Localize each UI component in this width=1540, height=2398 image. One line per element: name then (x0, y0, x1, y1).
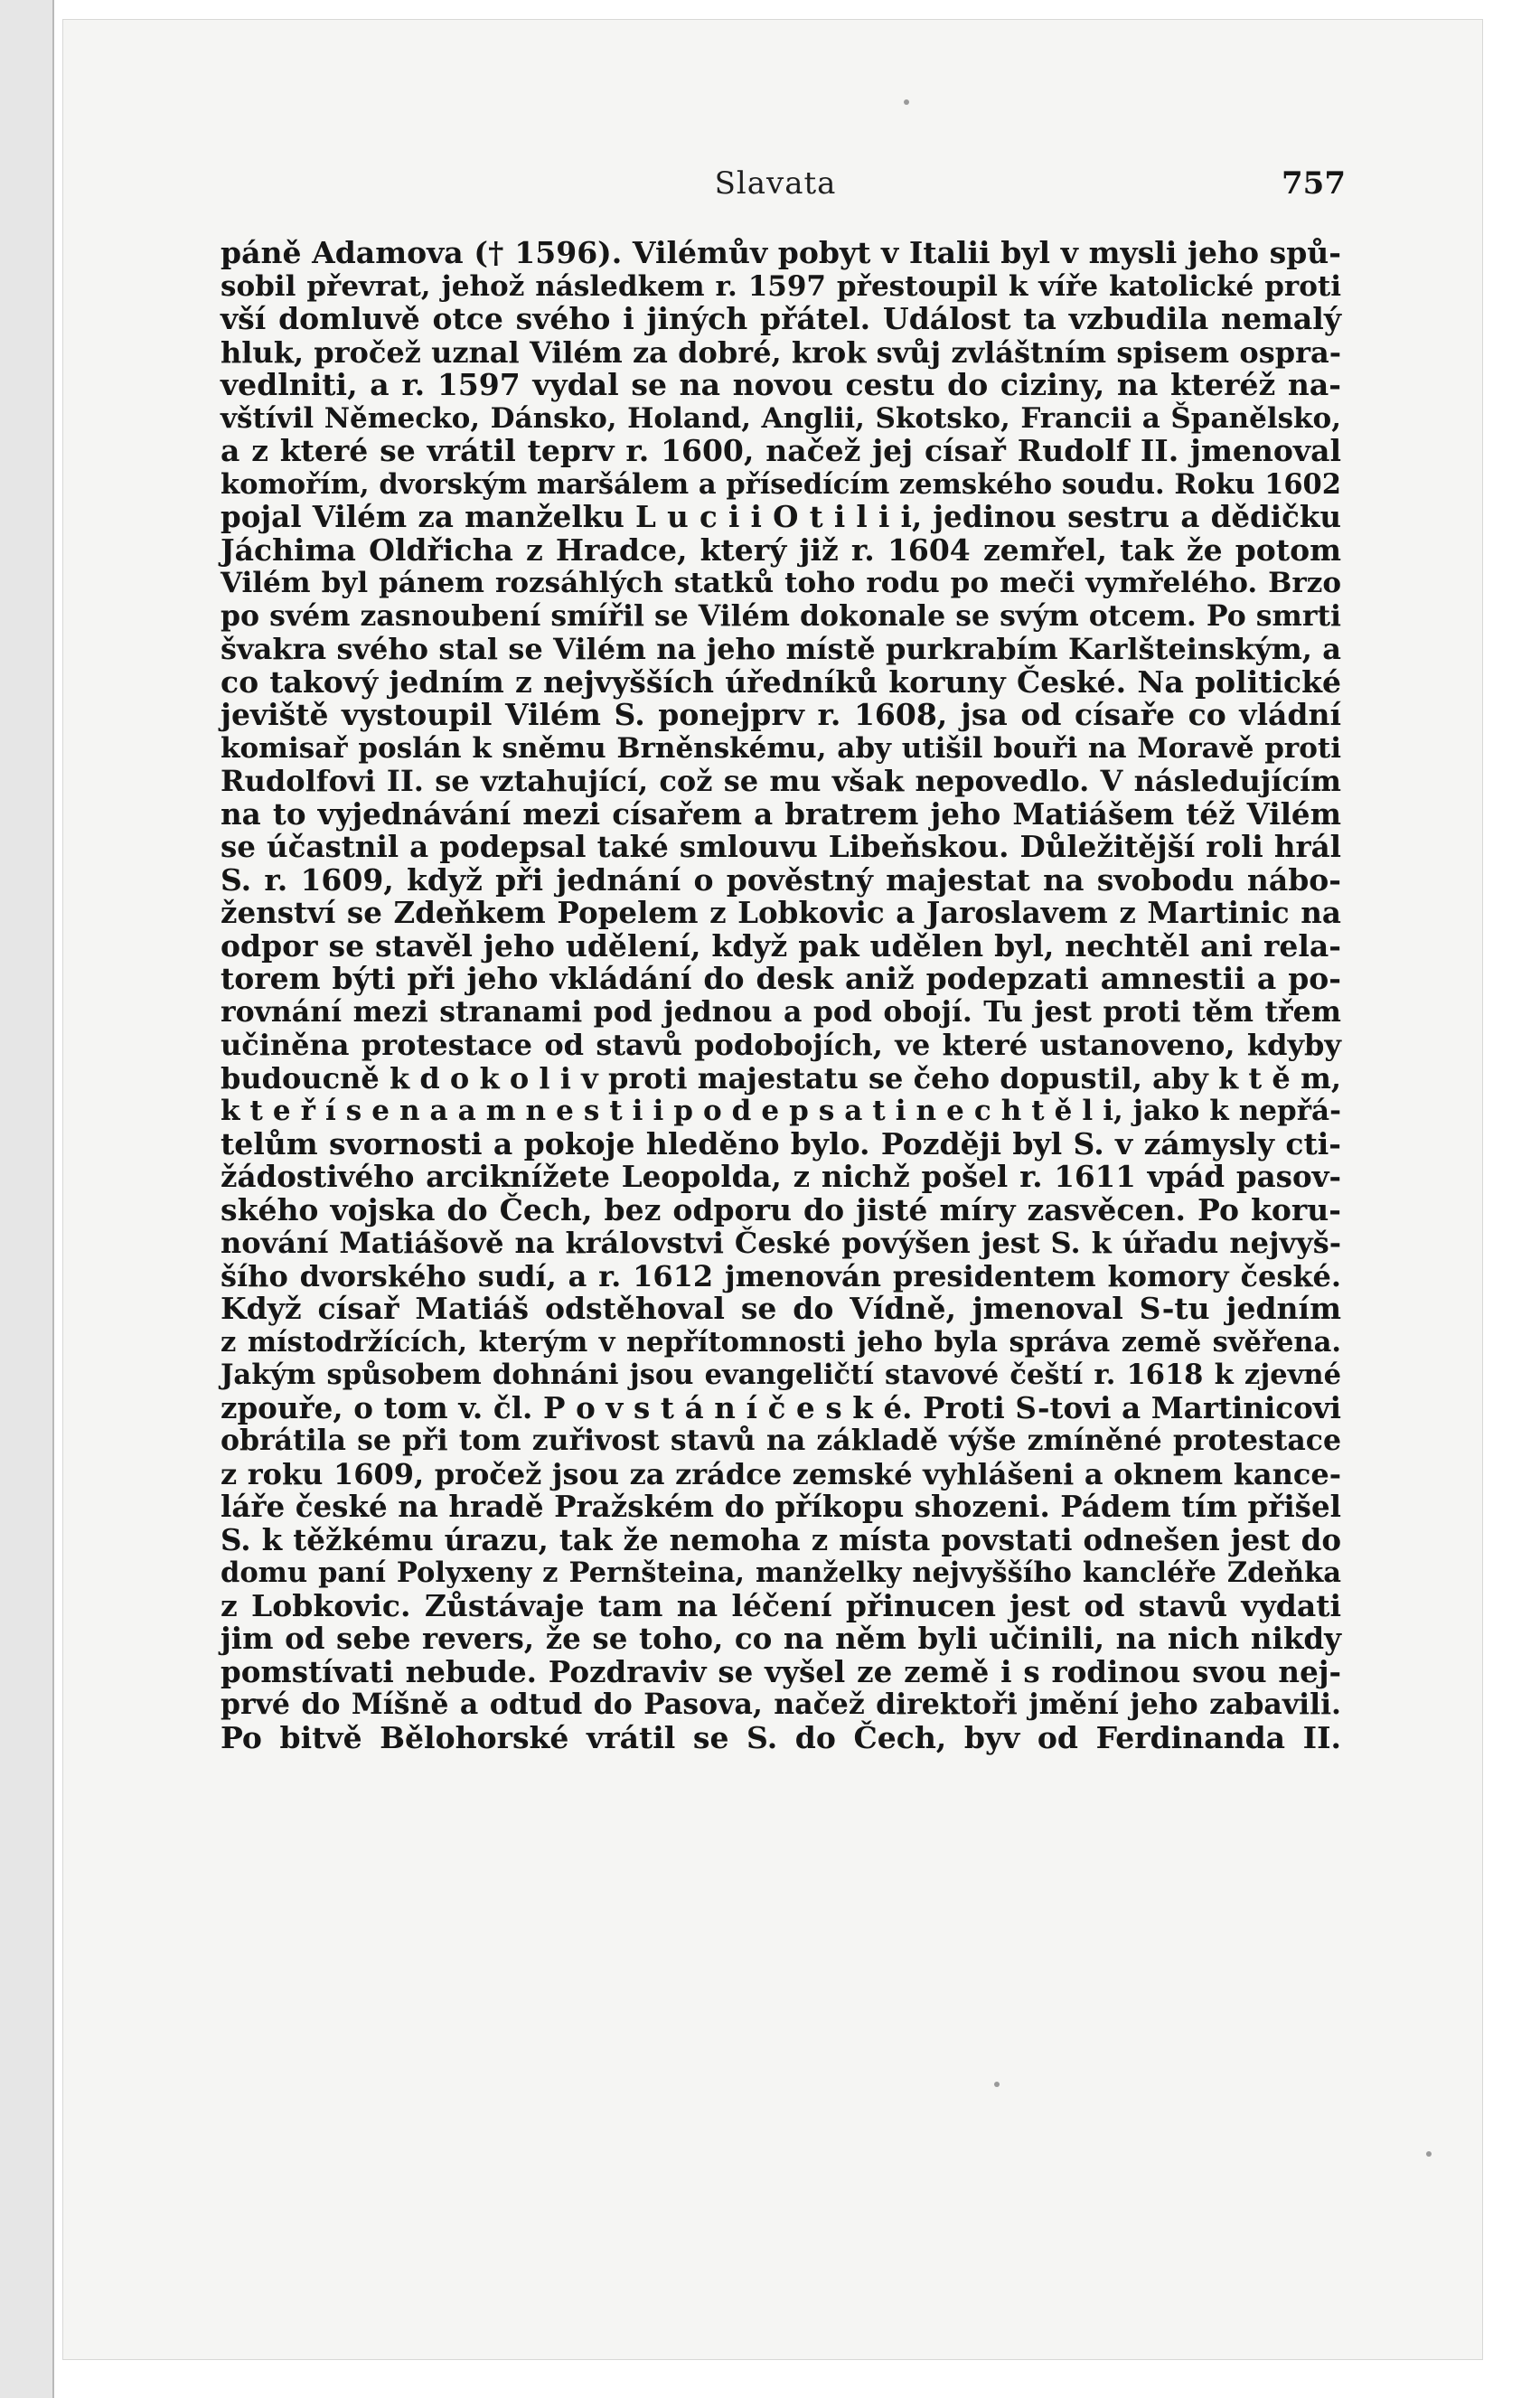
text-line: co takový jedním z nejvyšších úředníků koruny České. Na politické (221, 663, 1341, 700)
text-line: S. r. 1609, když při jednání o pověstný majestat na svobodu nábo- (221, 861, 1341, 898)
text-line: Vilém byl pánem rozsáhlých statků toho rodu po meči vymřelého. Brzo (221, 567, 1341, 599)
text-line: po svém zasnoubení smířil se Vilém dokonale se svým otcem. Po smrti (221, 598, 1341, 633)
text-line: Jakým spůsobem dohnáni jsou evangeličtí stavové čeští r. 1618 k zjevné (221, 1359, 1341, 1391)
text-line: na to vyjednávání mezi císařem a bratrem jeho Matiášem též Vilém (221, 795, 1341, 832)
text-line: ženství se Zdeňkem Popelem z Lobkovic a Jaroslavem z Martinic na (221, 895, 1341, 930)
paper-speck (1426, 2151, 1432, 2157)
text-line: zpouře, o tom v. čl. P o v s t á n í č e s k é. Proti S-tovi a Martinicovi (221, 1389, 1341, 1425)
text-line: švakra svého stal se Vilém na jeho místě purkrabím Karlšteinským, a (221, 632, 1341, 666)
text-line: učiněna protestace od stavů podobojích, ve které ustanoveno, kdyby (221, 1028, 1341, 1062)
text-line: hluk, pročež uznal Vilém za dobré, krok svůj zvláštním spisem ospra- (221, 334, 1341, 370)
text-line: komisař poslán k sněmu Brněnskému, aby utišil bouři na Moravě proti (221, 731, 1341, 765)
text-line: z místodržících, kterým v nepřítomnosti jeho byla správa země svěřena. (221, 1325, 1341, 1359)
text-line: domu paní Polyxeny z Pernšteina, manželky nejvyššího kancléře Zdeňka (221, 1556, 1341, 1589)
text-line: telům svornosti a pokoje hleděno bylo. Později byl S. v zámysly cti- (221, 1125, 1341, 1161)
text-line: jeviště vystoupil Vilém S. ponejprv r. 1608, jsa od císaře co vládní (221, 697, 1341, 732)
article-body (221, 237, 1341, 1754)
text-line: S. k těžkému úrazu, tak že nemoha z místa povstati odnešen jest do (221, 1521, 1341, 1557)
text-line: z Lobkovic. Zůstávaje tam na léčení přinucen jest od stavů vydati (221, 1587, 1341, 1623)
text-line: se účastnil a podepsal také smlouvu Libeňskou. Důležitější roli hrál (221, 829, 1341, 864)
text-line: láře české na hradě Pražském do příkopu shozeni. Pádem tím přišel (221, 1489, 1341, 1524)
text-line: Když císař Matiáš odstěhoval se do Vídně, jmenoval S-tu jedním (221, 1291, 1341, 1326)
text-line: Po bitvě Bělohorské vrátil se S. do Čech, byv od Ferdinanda II. (221, 1719, 1341, 1755)
text-line: z roku 1609, pročež jsou za zrádce zemské vyhlášeni a oknem kance- (221, 1456, 1341, 1491)
text-line: Rudolfovi II. se vztahující, což se mu však nepovedlo. V následujícím (221, 764, 1341, 798)
text-line: k t e ř í s e n a a m n e s t i i p o d e p s a t i n e c h t ě l i, jako k nepřá- (221, 1095, 1341, 1127)
text-line: jim od sebe revers, že se toho, co na něm byli učinili, na nich nikdy (221, 1621, 1341, 1656)
text-line: vší domluvě otce svého i jiných přátel. Událost ta vzbudila nemalý (221, 301, 1341, 336)
facing-page-edge (0, 0, 54, 2398)
running-head-title: Slavata (714, 165, 837, 202)
text-line: obrátila se při tom zuřivost stavů na základě výše zmíněné protestace (221, 1424, 1341, 1457)
paper-speck (904, 99, 909, 105)
running-head (0, 165, 1540, 207)
text-line: sobil převrat, jehož následkem r. 1597 přestoupil k víře katolické proti (221, 269, 1341, 303)
text-line: odpor se stavěl jeho udělení, když pak udělen byl, nechtěl ani rela- (221, 927, 1341, 964)
text-line: komořím, dvorským maršálem a přísedícím zemského soudu. Roku 1602 (221, 467, 1341, 501)
text-line: budoucně k d o k o l i v proti majestatu se čeho dopustil, aby k t ě m, (221, 1060, 1341, 1096)
text-line: rovnání mezi stranami pod jednou a pod obojí. Tu jest proti těm třem (221, 994, 1341, 1029)
text-line: prvé do Míšně a odtud do Pasova, načež direktoři jmění jeho zabavili. (221, 1688, 1341, 1721)
paper-speck (994, 2082, 1000, 2087)
text-line: pomstívati nebude. Pozdraviv se vyšel ze země i s rodinou svou nej- (221, 1653, 1341, 1689)
text-line: nování Matiášově na královstvi České povýšen jest S. k úřadu nejvyš- (221, 1226, 1341, 1260)
text-line: torem býti při jeho vkládání do desk aniž podepzati amnestii a po- (221, 961, 1341, 996)
text-line: Jáchima Oldřicha z Hradce, který již r. 1604 zemřel, tak že potom (221, 531, 1341, 568)
text-line: pojal Vilém za manželku L u c i i O t i l i i, jedinou sestru a dědičku (221, 499, 1341, 534)
text-line: vedlniti, a r. 1597 vydal se na novou cestu do ciziny, na kteréž na- (221, 367, 1341, 402)
text-line: šího dvorského sudí, a r. 1612 jmenován presidentem komory české. (221, 1258, 1341, 1293)
text-line: a z které se vrátil teprv r. 1600, načež jej císař Rudolf II. jmenoval (221, 433, 1341, 468)
page-number: 757 (1282, 165, 1346, 202)
text-line: vštívil Německo, Dánsko, Holand, Anglii, Skotsko, Francii a Španělsko, (221, 401, 1341, 435)
text-line: žádostivého arciknížete Leopolda, z nichž pošel r. 1611 vpád pasov- (221, 1159, 1341, 1194)
text-line: páně Adamova († 1596). Vilémův pobyt v Italii byl v mysli jeho spů- (221, 235, 1341, 270)
text-line: ského vojska do Čech, bez odporu do jisté míry zasvěcen. Po koru- (221, 1191, 1341, 1227)
